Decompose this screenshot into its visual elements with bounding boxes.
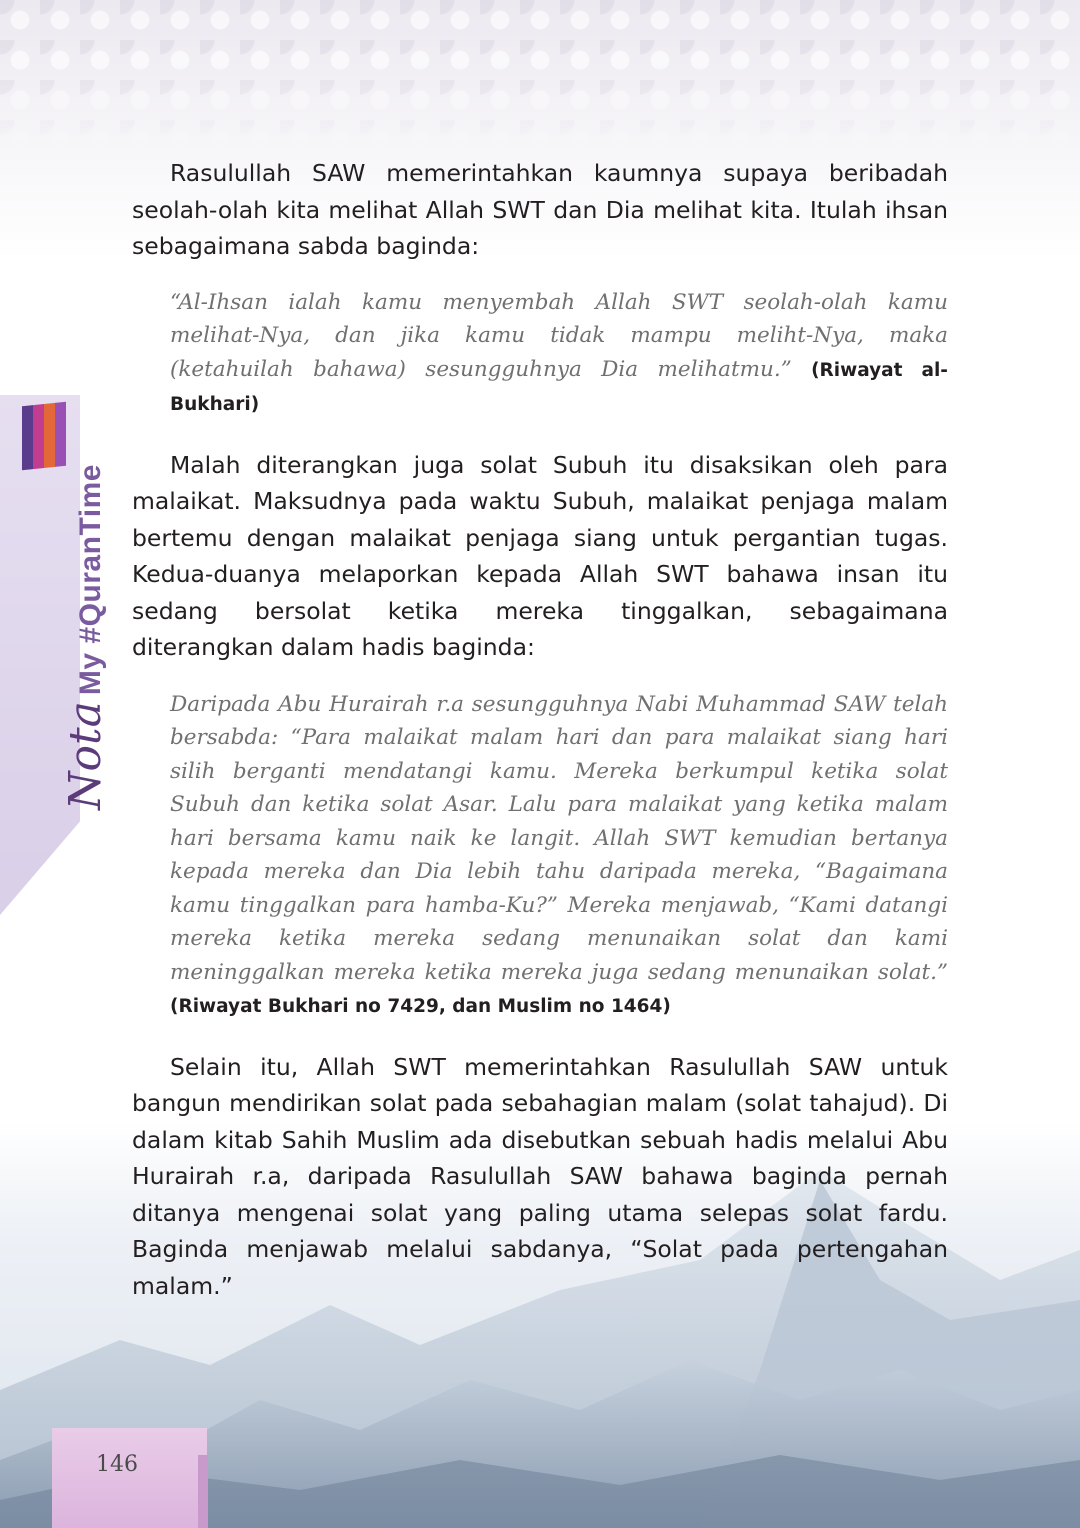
quote-ihsan-citation: (Riwayat al-Bukhari) (170, 359, 948, 415)
brand-quran-time: My #QuranTime (74, 464, 107, 696)
quote-malaikat-text: Daripada Abu Hurairah r.a sesungguhnya Nabi Muhammad SAW telah bersabda: “Para malaikat malam hari dan para malaikat siang hari silih berganti mendatangi kamu. Mereka berkumpul ketika solat Subuh dan ketika solat Asar. Lalu para malaikat yang ketika malam hari bersama kamu naik ke langit. Allah SWT kemudian bertanya kepada mereka dan Dia lebih tahu daripada mereka, “Bagaimana kamu tinggalkan para hamba-Ku?” Mereka menjawab, “Kami datangi mereka ketika mereka sedang menunaikan solat dan kami meninggalkan mereka ketika mereka juga sedang menunaikan solat.” (170, 691, 948, 985)
paragraph-2: Malah diterangkan juga solat Subuh itu disaksikan oleh para malaikat. Maksudnya pada waktu Subuh, malaikat penjaga malam bertemu dengan malaikat penjaga siang untuk pergantian tugas. Kedua-duanya melaporkan kepada Allah SWT bahawa insan itu sedang bersolat ketika mereka tinggalkan, sebagaimana diterangkan dalam hadis baginda: (132, 450, 948, 661)
quote-ihsan-text: “Al-Ihsan ialah kamu menyembah Allah SWT seolah-olah kamu melihat-Nya, dan jika kamu tidak mampu meliht-Nya, maka (ketahuilah bahawa) sesungguhnya Dia melihatmu.” (170, 289, 948, 382)
brand-nota: Nota (60, 701, 111, 810)
paragraph-1: Rasulullah SAW memerintahkan kaumnya supaya beribadah seolah-olah kita melihat Allah SWT dan Dia melihat kita. Itulah ihsan sebagaimana sabda baginda: (132, 159, 948, 260)
page-number: 146 (96, 1452, 138, 1477)
quote-malaikat-citation: (Riwayat Bukhari no 7429, dan Muslim no 1464) (170, 996, 671, 1017)
page-number-tab (52, 1428, 207, 1528)
quote-ihsan (132, 286, 948, 422)
ornamental-pattern-band (0, 0, 1080, 150)
quote-malaikat (132, 688, 948, 1024)
quran-time-logo-icon (22, 402, 66, 471)
logo-stripe-4 (55, 402, 66, 467)
logo-stripe-3 (44, 403, 55, 468)
logo-stripe-2 (33, 404, 44, 469)
logo-stripe-1 (22, 405, 33, 470)
page-number-tab-edge (198, 1455, 208, 1528)
side-brand-title (60, 464, 111, 810)
paragraph-3: Selain itu, Allah SWT memerintahkan Rasulullah SAW untuk bangun mendirikan solat pada sebahagian malam (solat tahajud). Di dalam kitab Sahih Muslim ada disebutkan sebuah hadis melalui Abu Hurairah r.a, daripada Rasulullah SAW bahawa baginda pernah ditanya mengenai solat yang paling utama selepas solat fardu. Baginda menjawab melalui sabdanya, “Solat pada pertengahan malam.” (132, 1052, 948, 1300)
page-content (132, 155, 948, 1304)
